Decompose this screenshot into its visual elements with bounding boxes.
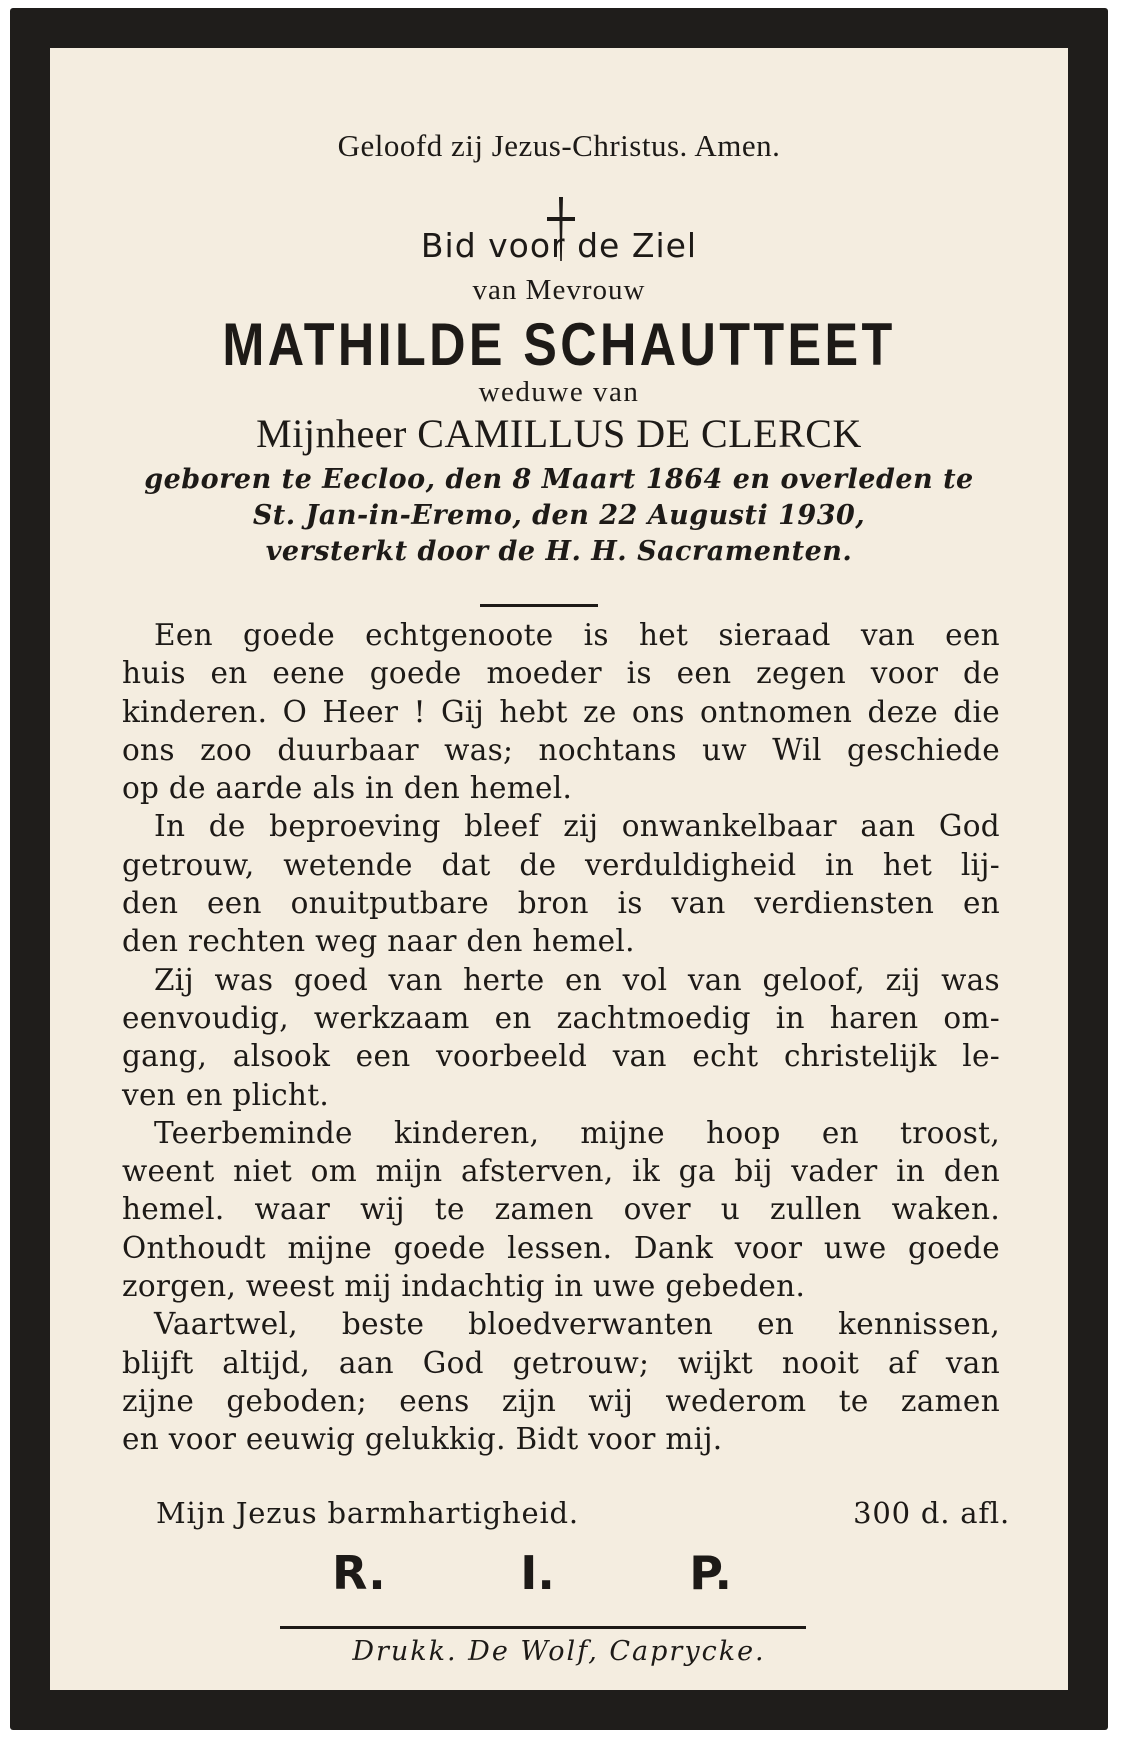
text-line: en voor eeuwig gelukkig. Bidt voor mij. (122, 1422, 723, 1457)
obituary-text (122, 616, 1000, 1459)
text-line: ven en plicht. (122, 1077, 330, 1112)
text-line: gang, alsook een voorbeeld van echt christelijk le- (122, 1039, 1000, 1074)
invocation-line: Geloofd zij Jezus-Christus. Amen. (337, 128, 781, 163)
husband-line: Mijnheer CAMILLUS DE CLERCK (256, 411, 862, 456)
death-line: St. Jan-in-Eremo, den 22 Augusti 1930, (252, 500, 866, 531)
text-line: den een onuitputbare bron is van verdiensten en (122, 886, 1000, 921)
text-line: Zij was goed van herte en vol van geloof, zij was (154, 962, 1000, 997)
rip-line (332, 1546, 732, 1600)
text-line: In de beproeving bleef zij onwankelbaar aan God (154, 809, 1000, 844)
text-line: op de aarde als in den hemel. (122, 771, 573, 806)
of-lady-line: van Mevrouw (472, 274, 646, 306)
paragraph-3 (122, 961, 1000, 1114)
text-line: huis en eene goede moeder is een zegen voor de (122, 656, 1000, 691)
paragraph-4 (122, 1114, 1000, 1305)
text-line: hemel. waar wij te zamen over u zullen waken. (122, 1192, 1000, 1227)
text-line: Teerbeminde kinderen, mijne hoop en troost, (154, 1115, 1000, 1150)
card-paper (50, 48, 1068, 1690)
birth-line: geboren te Eecloo, den 8 Maart 1864 en overleden te (144, 464, 974, 495)
paragraph-1 (122, 616, 1000, 807)
indulgence-note: 300 d. afl. (853, 1496, 1010, 1530)
printer-credit: Drukk. De Wolf, Caprycke. (352, 1636, 766, 1667)
deceased-name: MATHILDE SCHAUTTEET (222, 311, 896, 378)
rip-r: R. (332, 1546, 386, 1600)
text-line: Onthoudt mijne goede lessen. Dank voor uwe goede (122, 1230, 1000, 1265)
text-line: blijft altijd, aan God getrouw; wijkt nooit af van (122, 1345, 1000, 1380)
text-line: kinderen. O Heer ! Gij hebt ze ons ontnomen deze die (122, 694, 1000, 729)
closing-prayer: Mijn Jezus barmhartigheid. (156, 1496, 579, 1530)
divider-short (480, 604, 598, 607)
text-line: den rechten weg naar den hemel. (122, 924, 635, 959)
paragraph-5 (122, 1305, 1000, 1458)
closing-row (152, 1496, 1010, 1530)
text-line: eenvoudig, werkzaam en zachtmoedig in haren om- (122, 1000, 1000, 1035)
rip-i: I. (520, 1546, 555, 1600)
text-line: ons zoo duurbaar was; nochtans uw Wil geschiede (122, 732, 1000, 767)
text-line: Vaartwel, beste bloedverwanten en kennissen, (154, 1307, 1000, 1342)
divider-long (280, 1626, 806, 1629)
text-line: Een goede echtgenoote is het sieraad van een (154, 618, 1000, 652)
widow-of-line: weduwe van (478, 376, 640, 408)
text-line: getrouw, wetende dat de verduldigheid in het lij- (122, 847, 1000, 882)
text-line: weent niet om mijn afsterven, ik ga bij vader in den (122, 1154, 1000, 1189)
pray-for-soul-line: Bid voor de Ziel (420, 226, 698, 265)
text-line: zijne geboden; eens zijn wij wederom te zamen (122, 1383, 1000, 1418)
text-line: zorgen, weest mij indachtig in uwe gebeden. (122, 1269, 806, 1304)
memorial-card (10, 8, 1108, 1730)
rip-p: P. (689, 1546, 732, 1600)
sacraments-line: versterkt door de H. H. Sacramenten. (265, 536, 853, 567)
paragraph-2 (122, 807, 1000, 960)
